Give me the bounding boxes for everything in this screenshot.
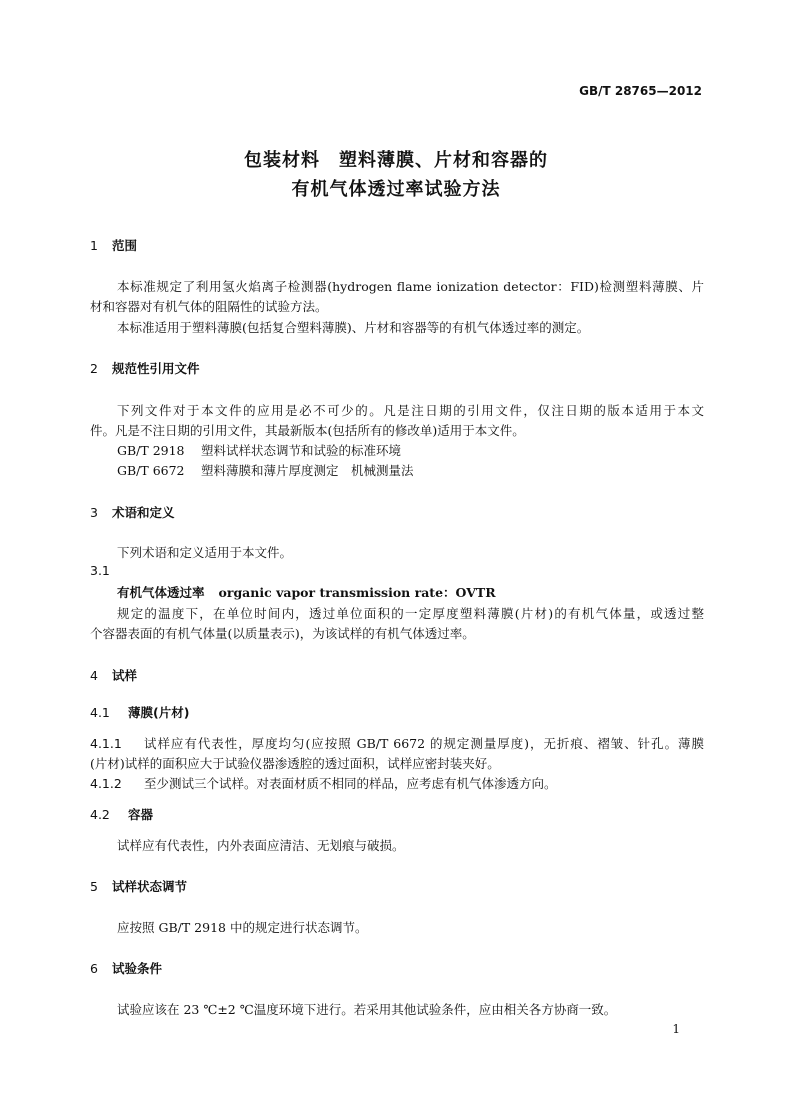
clause-number: 4.1.1 <box>90 736 122 751</box>
clause-4-1-1 <box>90 734 704 752</box>
term-definition: 个容器表面的有机气体量(以质量表示)，为该试样的有机气体透过率。 <box>90 626 475 641</box>
page-number: 1 <box>672 1022 680 1036</box>
paragraph: 下列文件对于本文件的应用是必不可少的。凡是注日期的引用文件，仅注日期的版本适用于本文 <box>117 403 704 418</box>
section-2-heading <box>90 359 200 377</box>
section-number: 4 <box>90 668 98 683</box>
section-title: 试样 <box>112 668 138 683</box>
section-title: 规范性引用文件 <box>112 361 200 376</box>
subsection-title: 薄膜(片材) <box>128 705 190 720</box>
normative-reference <box>117 461 414 479</box>
subsection-title: 容器 <box>128 807 154 822</box>
section-title: 范围 <box>112 238 138 253</box>
subsection-number: 4.1 <box>90 705 110 720</box>
subsection-4-2-heading <box>90 805 153 823</box>
term-entry <box>117 583 496 601</box>
section-number: 2 <box>90 361 98 376</box>
term-number: 3.1 <box>90 563 110 578</box>
clause-text: 试样应有代表性，厚度均匀(应按照 GB/T 6672 的规定测量厚度)，无折痕、褶皱、针孔。薄膜 <box>144 736 704 751</box>
term-chinese: 有机气体透过率 <box>117 585 205 600</box>
reference-title: 塑料试样状态调节和试验的标准环境 <box>201 443 402 458</box>
section-number: 1 <box>90 238 98 253</box>
document-title-line1: 包装材料 塑料薄膜、片材和容器的 <box>244 150 548 171</box>
document-title-line2: 有机气体透过率试验方法 <box>291 179 501 200</box>
clause-text: 至少测试三个试样。对表面材质不相同的样品，应考虑有机气体渗透方向。 <box>144 776 557 791</box>
paragraph: 下列术语和定义适用于本文件。 <box>117 545 293 560</box>
section-number: 6 <box>90 961 98 976</box>
clause-text: (片材)试样的面积应大于试验仪器渗透腔的透过面积，试样应密封装夹好。 <box>90 756 500 771</box>
standard-number: GB/T 28765—2012 <box>579 84 702 98</box>
paragraph: 应按照 GB/T 2918 中的规定进行状态调节。 <box>117 920 368 935</box>
reference-code: GB/T 6672 <box>117 463 185 478</box>
reference-title: 塑料薄膜和薄片厚度测定 机械测量法 <box>201 463 414 478</box>
paragraph: 本标准规定了利用氢火焰离子检测器(hydrogen flame ionization detector：FID)检测塑料薄膜、片 <box>117 279 704 294</box>
paragraph: 材和容器对有机气体的阻隔性的试验方法。 <box>90 299 328 314</box>
section-title: 试验条件 <box>112 961 163 976</box>
paragraph: 本标准适用于塑料薄膜(包括复合塑料薄膜)、片材和容器等的有机气体透过率的测定。 <box>117 320 590 335</box>
normative-reference <box>117 441 401 459</box>
paragraph: 试验应该在 23 ℃±2 ℃温度环境下进行。若采用其他试验条件，应由相关各方协商一致。 <box>117 1002 617 1017</box>
section-3-heading <box>90 503 175 521</box>
clause-number: 4.1.2 <box>90 776 122 791</box>
section-1-heading <box>90 236 137 254</box>
paragraph: 试样应有代表性，内外表面应清洁、无划痕与破损。 <box>117 838 405 853</box>
term-definition: 规定的温度下，在单位时间内，透过单位面积的一定厚度塑料薄膜(片材)的有机气体量，或透过整 <box>117 606 704 621</box>
section-title: 试样状态调节 <box>112 879 188 894</box>
section-5-heading <box>90 877 187 895</box>
section-number: 3 <box>90 505 98 520</box>
paragraph: 件。凡是不注日期的引用文件，其最新版本(包括所有的修改单)适用于本文件。 <box>90 423 525 438</box>
subsection-number: 4.2 <box>90 807 110 822</box>
subsection-4-1-heading <box>90 703 189 721</box>
term-english: organic vapor transmission rate：OVTR <box>218 585 496 600</box>
section-number: 5 <box>90 879 98 894</box>
section-6-heading <box>90 959 162 977</box>
section-title: 术语和定义 <box>112 505 175 520</box>
reference-code: GB/T 2918 <box>117 443 185 458</box>
clause-4-1-2 <box>90 774 557 792</box>
section-4-heading <box>90 666 137 684</box>
